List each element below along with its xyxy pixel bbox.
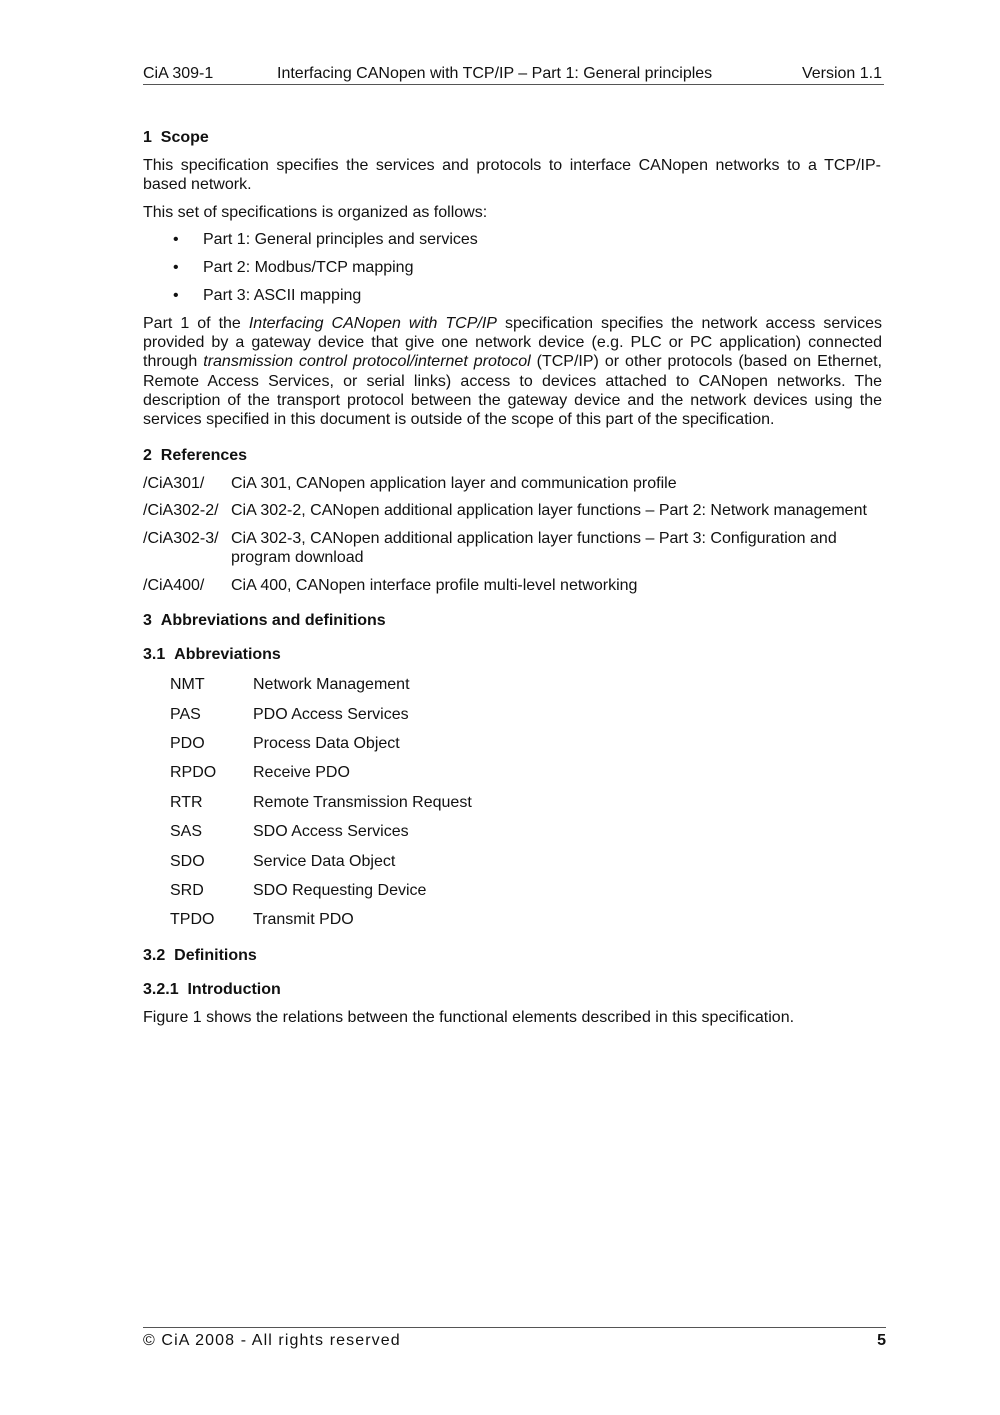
abbreviation-meaning: Transmit PDO [253,911,354,929]
reference-text: CiA 301, CANopen application layer and communication profile [231,474,677,492]
abbreviation-meaning: Receive PDO [253,764,350,782]
section-number: 3 [143,612,152,630]
page-footer [143,1327,886,1354]
abbreviation-row [143,675,882,704]
abbreviation-key: PDO [170,734,205,752]
bullet-icon: • [173,286,179,304]
abbreviation-row [143,793,882,822]
parts-list [143,230,882,314]
section-title: Scope [160,129,209,146]
reference-text: CiA 302-2, CANopen additional application layer functions – Part 2: Network management [231,502,867,520]
scope-paragraph-2: This set of specifications is organized as follows: [143,203,488,221]
section-title: Definitions [174,946,257,964]
abbreviation-row [143,734,882,763]
section-title: Abbreviations [174,646,281,664]
reference-row [143,529,882,568]
abbreviation-meaning: Network Management [253,676,410,694]
scope-paragraph-3 [143,314,882,430]
document-version: Version 1.1 [801,65,882,82]
scope-paragraph-1: This specification specifies the services and protocols to interface CANopen networks to a TCP/IP-based network. [143,157,881,194]
abbreviation-meaning: SDO Requesting Device [253,881,427,899]
page-header [143,62,884,85]
abbreviation-row [143,822,882,851]
italic-spec-name: Interfacing CANopen with TCP/IP [248,314,497,332]
text-run: (TCP/IP) or other protocols (based on Ethernet, Remote Access Services, or serial links) access to devices attached to CANopen networks. The description of the transport protocol between the gateway device and the network devices using the services specified in this document is outside of the scope of this part of the specification. [143,353,882,429]
section-number: 2 [143,446,152,464]
abbreviation-key: NMT [170,676,205,694]
page-content [143,128,882,1027]
abbreviation-key: SDO [170,852,205,870]
reference-row [143,501,882,521]
reference-text: CiA 302-3, CANopen additional application layer functions – Part 3: Configuration and program download [231,529,837,567]
reference-row [143,474,882,494]
section-number: 3.2.1 [143,980,179,998]
abbreviation-key: SAS [170,823,203,841]
reference-text: CiA 400, CANopen interface profile multi-level networking [231,576,638,594]
text-run: Part 1 of the [143,314,249,332]
subsection-definitions-heading [143,946,882,966]
abbreviation-key: TPDO [170,911,215,929]
bullet-icon: • [173,258,179,276]
section-scope-heading [143,128,882,148]
reference-key: /CiA302-3/ [143,529,219,547]
document-id: CiA 309-1 [143,65,214,82]
abbreviation-key: SRD [170,881,204,899]
page-number: 5 [877,1332,886,1349]
text-run: specification specifies the network access services provided by a gateway device that give one network device (e.g. PLC or PC application) connected through [143,314,883,371]
abbreviation-key: PAS [170,705,201,723]
list-item [143,286,882,314]
abbreviation-row [143,705,882,734]
abbreviation-meaning: Process Data Object [253,734,400,752]
list-item [143,230,882,258]
section-title: References [160,446,248,464]
section-number: 3.2 [143,946,166,964]
abbreviation-row [143,852,882,881]
abbreviation-meaning: PDO Access Services [253,705,409,723]
abbreviation-meaning: SDO Access Services [253,823,409,841]
introduction-paragraph: Figure 1 shows the relations between the functional elements described in this specification. [143,1008,795,1026]
abbreviation-meaning: Remote Transmission Request [253,793,472,811]
list-item [143,258,882,286]
list-item-text: Part 2: Modbus/TCP mapping [203,258,414,276]
bullet-icon: • [173,230,179,248]
reference-key: /CiA400/ [143,576,205,594]
section-number: 1 [143,129,152,146]
reference-key: /CiA302-2/ [143,502,219,520]
abbreviation-row [143,881,882,910]
subsection-abbreviations-heading [143,645,882,665]
subsubsection-introduction-heading [143,980,882,1000]
section-title: Introduction [187,980,281,998]
abbreviation-key: RTR [170,793,203,811]
list-item-text: Part 3: ASCII mapping [203,286,362,304]
section-title: Abbreviations and definitions [160,612,386,630]
section-abbreviations-definitions-heading [143,611,882,631]
abbreviation-key: RPDO [170,764,217,782]
abbreviation-row [143,910,882,939]
document-title: Interfacing CANopen with TCP/IP – Part 1: General principles [277,65,713,82]
list-item-text: Part 1: General principles and services [203,230,478,248]
abbreviations-list [143,675,882,940]
abbreviation-meaning: Service Data Object [253,852,396,870]
reference-key: /CiA301/ [143,474,205,492]
reference-row [143,576,882,596]
abbreviation-row [143,763,882,792]
italic-protocol-name: transmission control protocol/internet protocol [203,353,531,371]
section-number: 3.1 [143,646,166,664]
section-references-heading [143,446,882,466]
copyright-notice: © CiA 2008 - All rights reserved [143,1332,401,1349]
